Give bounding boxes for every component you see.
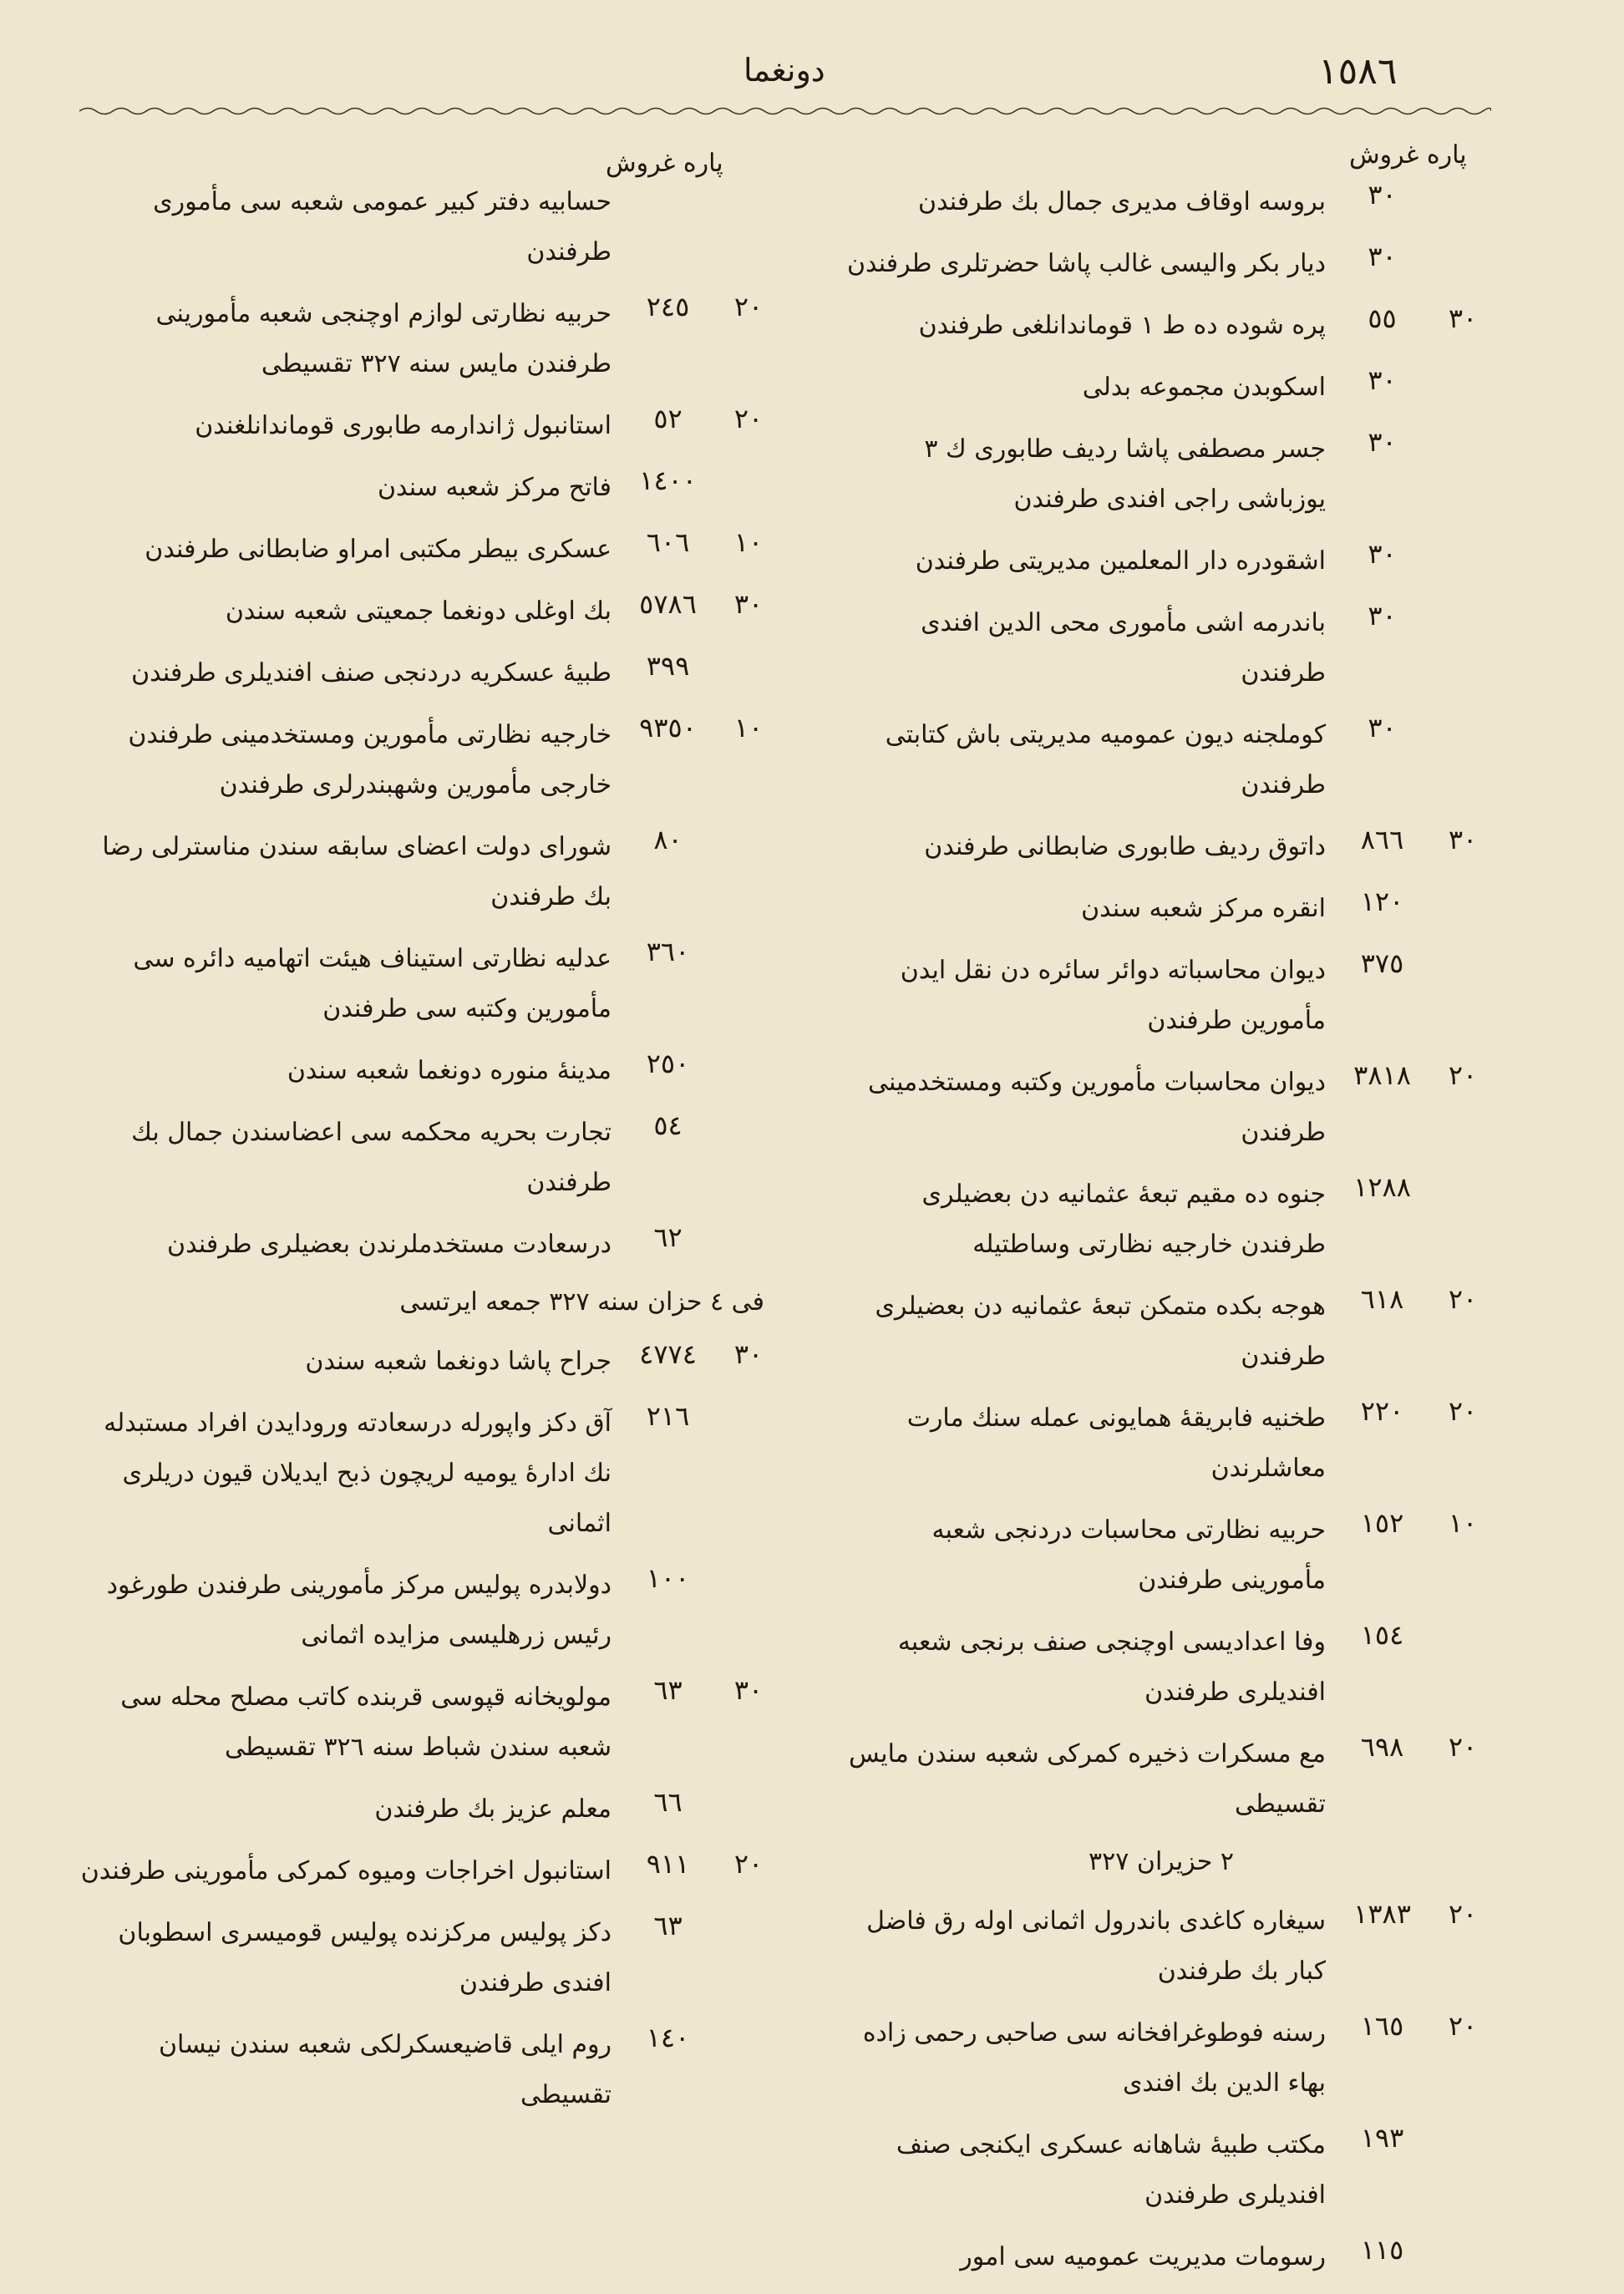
ledger-entry	[835, 946, 1487, 1046]
ledger-entry	[835, 363, 1487, 413]
ledger-entry	[79, 1908, 773, 2008]
para-amount	[1439, 1617, 1487, 1619]
entry-description: اسكوبدن مجموعه بدلى	[1082, 373, 1326, 402]
entry-description: استانبول ژاندارمه طابورى قوماندانلغندن	[195, 411, 612, 440]
entry-description: طبيۀ عسكريه دردنجى صنف افنديلرى طرفندن	[131, 658, 612, 688]
ledger-entry	[835, 1729, 1487, 1830]
para-amount	[1439, 2232, 1487, 2234]
ledger-entry	[79, 463, 773, 513]
entry-description: فاتح مركز شعبه سندن	[378, 473, 612, 502]
gurush-amount: ٦٩٨	[1360, 1731, 1404, 1763]
ledger-entry	[835, 239, 1487, 289]
ledger-entry	[79, 1846, 773, 1896]
ledger-entry	[79, 2020, 773, 2120]
ledger-entry	[79, 1784, 773, 1835]
entry-description: معلم عزيز بك طرفندن	[374, 1794, 612, 1824]
gurush-amount: ١٩٣	[1360, 2122, 1404, 2154]
gurush-amount: ٦١٨	[1360, 1283, 1404, 1315]
para-amount	[724, 934, 773, 936]
para-amount: ٢٠	[1448, 1283, 1478, 1315]
entry-description: سيغاره كاغدى باندرول اثمانى اوله رق فاضل كبار بك طرفندن	[866, 1906, 1326, 1986]
right-ledger-column	[835, 177, 1487, 2294]
gurush-amount: ٨٠	[653, 824, 683, 855]
date-heading: ٢ حزيران ٣٢٧	[1089, 1847, 1234, 1876]
right-column-header: پاره غروش	[1349, 140, 1467, 170]
entry-description: عدليه نظارتى استيناف هيئت اتهاميه دائره سى مأمورين وكتبه سى طرفندن	[133, 944, 612, 1023]
para-amount: ٢٠	[1448, 1395, 1478, 1427]
para-amount	[724, 1046, 773, 1048]
entry-description: حسابيه دفتر كبير عمومى شعبه سى مأمورى طرفندن	[153, 187, 612, 266]
para-amount: ٢٠	[1448, 1898, 1478, 1930]
gurush-amount: ٦٣	[653, 1674, 683, 1706]
ledger-entry	[835, 424, 1487, 525]
para-amount: ٢٠	[1448, 1059, 1478, 1091]
ledger-entry	[79, 1046, 773, 1096]
ledger-entry	[79, 401, 773, 451]
para-amount	[1439, 239, 1487, 241]
para-amount	[1439, 177, 1487, 179]
entry-description: مكتب طبيۀ شاهانه عسكرى ايكنجى صنف افنديلرى طرفندن	[896, 2130, 1326, 2210]
entry-description: تجارت بحريه محكمه سى اعضاسندن جمال بك طرفندن	[131, 1118, 612, 1197]
gurush-amount: ١٤٠	[646, 2022, 690, 2053]
gurush-amount: ٣٠	[1368, 364, 1397, 396]
para-amount: ٢٠	[733, 403, 764, 434]
gurush-amount: ٢١٦	[646, 1400, 690, 1432]
para-amount	[724, 2020, 773, 2022]
gurush-amount: ٣٧٥	[1360, 947, 1404, 979]
ledger-entry	[835, 884, 1487, 934]
entry-description: دكز پوليس مركزنده پوليس قوميسرى اسطوبان افندى طرفندن	[118, 1918, 612, 1997]
para-amount	[724, 1784, 773, 1786]
entry-description: مع مسكرات ذخيره كمركى شعبه سندن مايس تقسيطى	[849, 1739, 1326, 1819]
ledger-entry	[835, 1617, 1487, 1718]
gurush-amount: ١٢٨٨	[1353, 1171, 1411, 1203]
gurush-amount: ٥٤	[653, 1109, 683, 1141]
ledger-entry	[79, 1398, 773, 1549]
gurush-amount: ٥٥	[1368, 302, 1397, 334]
entry-description: خارجيه نظارتى مأمورين ومستخدمينى طرفندن خارجى مأمورين وشهبندرلرى طرفندن	[128, 720, 612, 799]
gurush-amount: ٦٦	[653, 1786, 683, 1818]
gurush-amount: ٨٦٦	[1360, 824, 1404, 855]
ledger-entry	[835, 1281, 1487, 1382]
ledger-entry	[79, 525, 773, 575]
para-amount	[1439, 2120, 1487, 2122]
entry-description: عسكرى بيطر مكتبى امراو ضابطانى طرفندن	[145, 535, 612, 564]
ledger-entry	[835, 1393, 1487, 1494]
para-amount: ٢٠	[1448, 2010, 1478, 2042]
entry-description: ديار بكر واليسى غالب پاشا حضرتلرى طرفندن	[846, 249, 1326, 278]
entry-description: باندرمه اشى مأمورى محى الدين افندى طرفندن	[921, 608, 1326, 688]
entry-description: بروسه اوقاف مديرى جمال بك طرفندن	[918, 187, 1326, 216]
gurush-amount: ٦٠٦	[646, 526, 690, 558]
entry-description: جسر مصطفى پاشا رديف طابورى ك ٣ يوزباشى راجى افندى طرفندن	[924, 434, 1326, 514]
entry-description: مدينۀ منوره دونغما شعبه سندن	[287, 1056, 612, 1085]
para-amount: ٣٠	[733, 1674, 764, 1706]
para-amount: ٣٠	[733, 588, 764, 620]
entry-description: داتوق رديف طابورى ضابطانى طرفندن	[924, 832, 1326, 861]
gurush-amount: ١٠٠	[646, 1562, 690, 1594]
para-amount	[1439, 710, 1487, 712]
gurush-amount: ١٣٨٣	[1353, 1898, 1411, 1930]
ledger-entry	[835, 1170, 1487, 1270]
entry-description: طخنيه فابريقۀ همايونى عمله سنك مارت معاشلرندن	[906, 1403, 1326, 1483]
entry-description: جنوه ده مقيم تبعۀ عثمانيه دن بعضيلرى طرفندن خارجيه نظارتى وساطتيله	[921, 1180, 1326, 1259]
date-heading: فى ٤ حزان سنه ٣٢٧ جمعه ايرتسى	[399, 1287, 764, 1317]
ledger-entry	[835, 1505, 1487, 1606]
para-amount	[724, 1108, 773, 1109]
gurush-amount: ٩٣٥٠	[639, 712, 697, 744]
page-number: ١٥٨٦	[1318, 50, 1398, 93]
entry-description: درسعادت مستخدملرندن بعضيلرى طرفندن	[167, 1230, 612, 1259]
para-amount	[1439, 598, 1487, 600]
ledger-entry	[835, 598, 1487, 698]
entry-description: رسنه فوطوغرافخانه سى صاحبى رحمى زاده بهاء الدين بك افندى	[862, 2018, 1326, 2098]
ledger-entry	[835, 536, 1487, 586]
entry-description: رسومات مديريت عموميه سى امور	[960, 2242, 1326, 2271]
para-amount: ٢٠	[1448, 1731, 1478, 1763]
gurush-amount: ٢٤٥	[646, 291, 690, 322]
gurush-amount	[612, 177, 724, 179]
gurush-amount: ٢٢٠	[1360, 1395, 1404, 1427]
gurush-amount: ١٥٢	[1360, 1507, 1404, 1539]
gurush-amount: ٩١١	[646, 1848, 690, 1880]
ledger-entry	[835, 710, 1487, 810]
gurush-amount: ٦٣	[653, 1910, 683, 1941]
para-amount	[1439, 946, 1487, 947]
para-amount	[724, 648, 773, 650]
gurush-amount: ٢٥٠	[646, 1048, 690, 1079]
gurush-amount: ٣٠	[1368, 241, 1397, 272]
gurush-amount: ١٦٥	[1360, 2010, 1404, 2042]
ledger-entry	[835, 1058, 1487, 1158]
entry-description: استانبول اخراجات وميوه كمركى مأمورينى طرفندن	[80, 1856, 612, 1885]
entry-description: هوجه بكده متمكن تبعۀ عثمانيه دن بعضيلرى طرفندن	[875, 1292, 1326, 1371]
ledger-entry	[835, 2232, 1487, 2282]
para-amount: ٣٠	[1448, 824, 1478, 855]
entry-description: مولويخانه قپوسى قربنده كاتب مصلح محله سى شعبه سندن شباط سنه ٣٢٦ تقسيطى	[120, 1682, 612, 1762]
ledger-entry	[79, 289, 773, 389]
gurush-amount: ٣٠	[1368, 712, 1397, 744]
para-amount	[1439, 424, 1487, 426]
ledger-entry	[79, 586, 773, 637]
para-amount	[724, 1908, 773, 1910]
ledger-entry	[79, 934, 773, 1034]
ledger-entry	[79, 1672, 773, 1773]
gurush-amount: ٣٨١٨	[1353, 1059, 1411, 1091]
entry-description: حربيه نظارتى محاسبات دردنجى شعبه مأمورينى طرفندن	[931, 1515, 1326, 1595]
gurush-amount: ٣٠	[1368, 426, 1397, 458]
gurush-amount: ١٤٠٠	[639, 464, 697, 496]
header-wavy-rule	[79, 105, 1491, 117]
ledger-entry	[835, 301, 1487, 351]
ledger-entry	[835, 177, 1487, 227]
gurush-amount: ٤٧٧٤	[639, 1338, 697, 1370]
left-column-header: پاره غروش	[606, 149, 723, 178]
gurush-amount: ٥٧٨٦	[639, 588, 697, 620]
para-amount	[1439, 363, 1487, 364]
entry-description: اشقودره دار المعلمين مديريتى طرفندن	[915, 546, 1326, 576]
ledger-entry	[835, 1896, 1487, 1997]
gurush-amount: ٣٠	[1368, 179, 1397, 211]
gurush-amount: ٣٦٠	[646, 936, 690, 967]
gurush-amount: ٣٠	[1368, 600, 1397, 632]
para-amount	[724, 463, 773, 464]
ledger-entry	[79, 822, 773, 922]
ledger-entry	[79, 1220, 773, 1270]
ledger-entry	[835, 2120, 1487, 2220]
page-title: دونغما	[743, 52, 825, 89]
para-amount	[724, 1398, 773, 1400]
entry-description: ديوان محاسبات مأمورين وكتبه ومستخدمينى طرفندن	[868, 1068, 1326, 1147]
gurush-amount: ١١٥	[1360, 2234, 1404, 2266]
entry-description: روم ايلى قاضيعسكرلكى شعبه سندن نيسان تقسيطى	[159, 2030, 612, 2109]
entry-description: كوملجنه ديون عموميه مديريتى باش كتابتى طرفندن	[885, 720, 1326, 799]
ledger-entry	[79, 648, 773, 698]
ledger-entry	[79, 710, 773, 810]
para-amount	[724, 1220, 773, 1221]
ledger-entry	[835, 2008, 1487, 2109]
gurush-amount: ١٥٤	[1360, 1619, 1404, 1651]
para-amount: ٢٠	[733, 1848, 764, 1880]
para-amount	[724, 1561, 773, 1562]
gurush-amount: ٥٢	[653, 403, 683, 434]
para-amount	[1439, 1170, 1487, 1171]
gurush-amount: ٦٢	[653, 1221, 683, 1253]
entry-description: شوراى دولت اعضاى سابقه سندن مناسترلى رضا بك طرفندن	[102, 832, 612, 911]
ledger-entry	[835, 822, 1487, 872]
entry-description: دولابدره پوليس مركز مأمورينى طرفندن طورغود رئيس زرهليسى مزايده اثمانى	[106, 1571, 612, 1650]
gurush-amount: ٣٩٩	[646, 650, 690, 682]
ledger-entry	[79, 1561, 773, 1661]
para-amount: ٣٠	[1448, 302, 1478, 334]
entry-description: بك اوغلى دونغما جمعيتى شعبه سندن	[225, 596, 612, 626]
ledger-entry	[79, 177, 773, 277]
para-amount: ١٠	[733, 712, 764, 744]
gurush-amount: ٣٠	[1368, 538, 1397, 570]
entry-description: آق دكز واپورله درسعادته ورودايدن افراد مستبدله نك ادارۀ يوميه لريچون ذبح ايديلان قيون دريلرى اثمانى	[104, 1408, 612, 1538]
left-ledger-column	[79, 177, 773, 2132]
entry-description: جراح پاشا دونغما شعبه سندن	[305, 1347, 612, 1376]
ledger-entry	[79, 1337, 773, 1387]
para-amount	[724, 822, 773, 824]
entry-description: پره شوده ده ط ١ قوماندانلغى طرفندن	[918, 311, 1326, 340]
ledger-entry	[79, 1108, 773, 1208]
para-amount: ١٠	[733, 526, 764, 558]
entry-description: حربيه نظارتى لوازم اوچنجى شعبه مأمورينى طرفندن مايس سنه ٣٢٧ تقسيطى	[155, 299, 612, 378]
para-amount	[1439, 884, 1487, 886]
para-amount	[724, 177, 773, 179]
para-amount: ٣٠	[733, 1338, 764, 1370]
entry-description: ديوان محاسباته دوائر سائره دن نقل ايدن مأمورين طرفندن	[900, 956, 1326, 1035]
entry-description: انقره مركز شعبه سندن	[1081, 894, 1326, 923]
gurush-amount: ١٢٠	[1360, 886, 1404, 917]
entry-description: وفا اعداديسى اوچنجى صنف برنجى شعبه افنديلرى طرفندن	[897, 1627, 1326, 1707]
para-amount: ١٠	[1448, 1507, 1478, 1539]
para-amount: ٢٠	[733, 291, 764, 322]
para-amount	[1439, 536, 1487, 538]
